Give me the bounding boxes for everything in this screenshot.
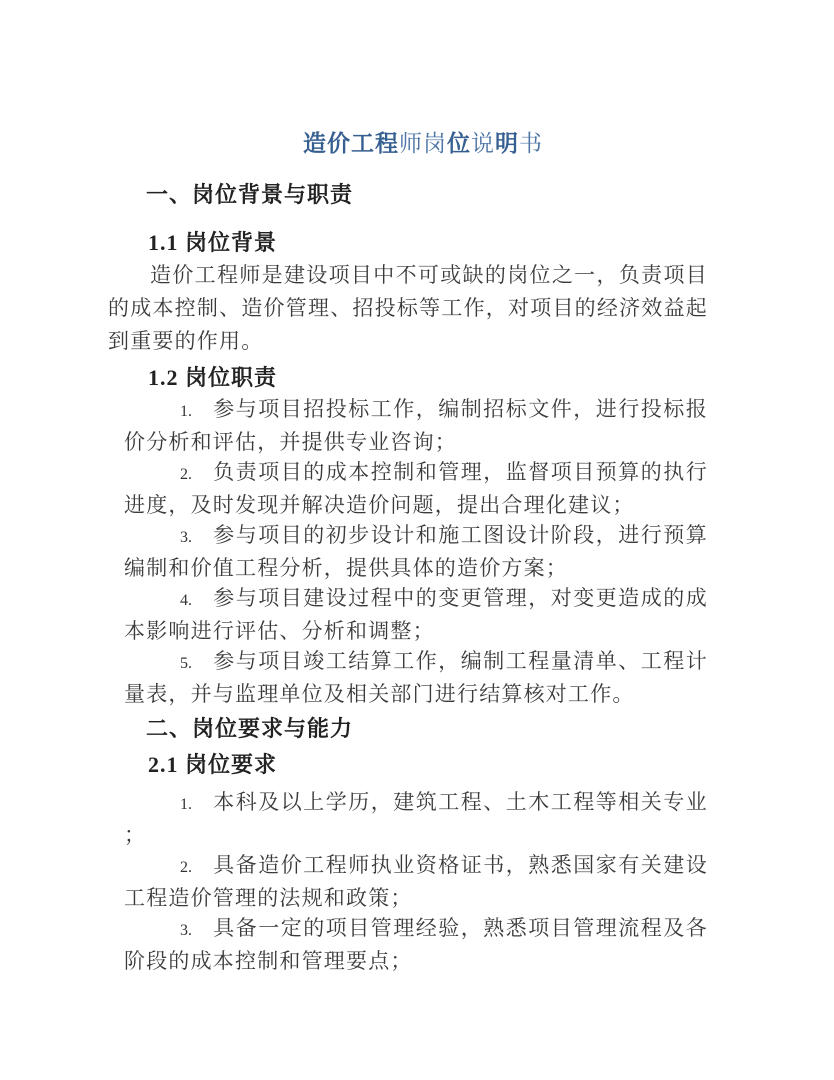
list-item-number: 2. [180, 466, 192, 483]
job-duties-list [108, 394, 708, 709]
title-segment: 书 [519, 131, 543, 156]
list-item-number: 1. [180, 403, 192, 420]
list-item-text: 参与项目招投标工作，编制招标文件，进行投标报价分析和评估，并提供专业咨询； [124, 397, 708, 454]
list-item-number: 5. [180, 655, 192, 672]
list-item [124, 787, 708, 850]
list-item-text: 本科及以上学历，建筑工程、土木工程等相关专业； [124, 790, 708, 847]
section-1-1-heading: 1.1 岗位背景 [148, 230, 278, 255]
title-segment: 明 [495, 131, 519, 156]
list-item [124, 850, 708, 913]
title-segment: 造价工程 [303, 131, 399, 156]
list-item-number: 3. [180, 922, 192, 939]
list-item-text: 具备一定的项目管理经验，熟悉项目管理流程及各阶段的成本控制和管理要点； [124, 916, 708, 973]
list-item [124, 646, 708, 709]
list-item-text: 参与项目竣工结算工作，编制工程量清单、工程计量表，并与监理单位及相关部门进行结算核对工作。 [124, 649, 708, 706]
list-item [124, 913, 708, 976]
job-background-paragraph: 造价工程师是建设项目中不可或缺的岗位之一，负责项目的成本控制、造价管理、招投标等工作，对项目的经济效益起到重要的作用。 [108, 263, 708, 353]
list-item-number: 4. [180, 592, 192, 609]
list-item-text: 参与项目的初步设计和施工图设计阶段，进行预算编制和价值工程分析，提供具体的造价方案； [124, 523, 708, 580]
title-segment: 师岗 [399, 131, 447, 156]
document-page [108, 0, 708, 976]
list-item-text: 参与项目建设过程中的变更管理，对变更造成的成本影响进行评估、分析和调整； [124, 586, 708, 643]
document-title [108, 131, 708, 157]
section-2-heading: 二、岗位要求与能力 [146, 716, 354, 741]
list-item [124, 394, 708, 457]
title-segment: 说 [471, 131, 495, 156]
list-item-number: 2. [180, 859, 192, 876]
job-requirements-list [108, 787, 708, 976]
list-item-text: 负责项目的成本控制和管理，监督项目预算的执行进度，及时发现并解决造价问题，提出合理化建议； [124, 460, 708, 517]
list-item [124, 583, 708, 646]
list-item-text: 具备造价工程师执业资格证书，熟悉国家有关建设工程造价管理的法规和政策； [124, 853, 708, 910]
section-2-1-heading: 2.1 岗位要求 [148, 752, 278, 777]
section-1-heading: 一、岗位背景与职责 [146, 182, 354, 207]
list-item-number: 1. [180, 796, 192, 813]
list-item-number: 3. [180, 529, 192, 546]
list-item [124, 457, 708, 520]
list-item [124, 520, 708, 583]
title-segment: 位 [447, 131, 471, 156]
section-1-2-heading: 1.2 岗位职责 [148, 365, 278, 390]
